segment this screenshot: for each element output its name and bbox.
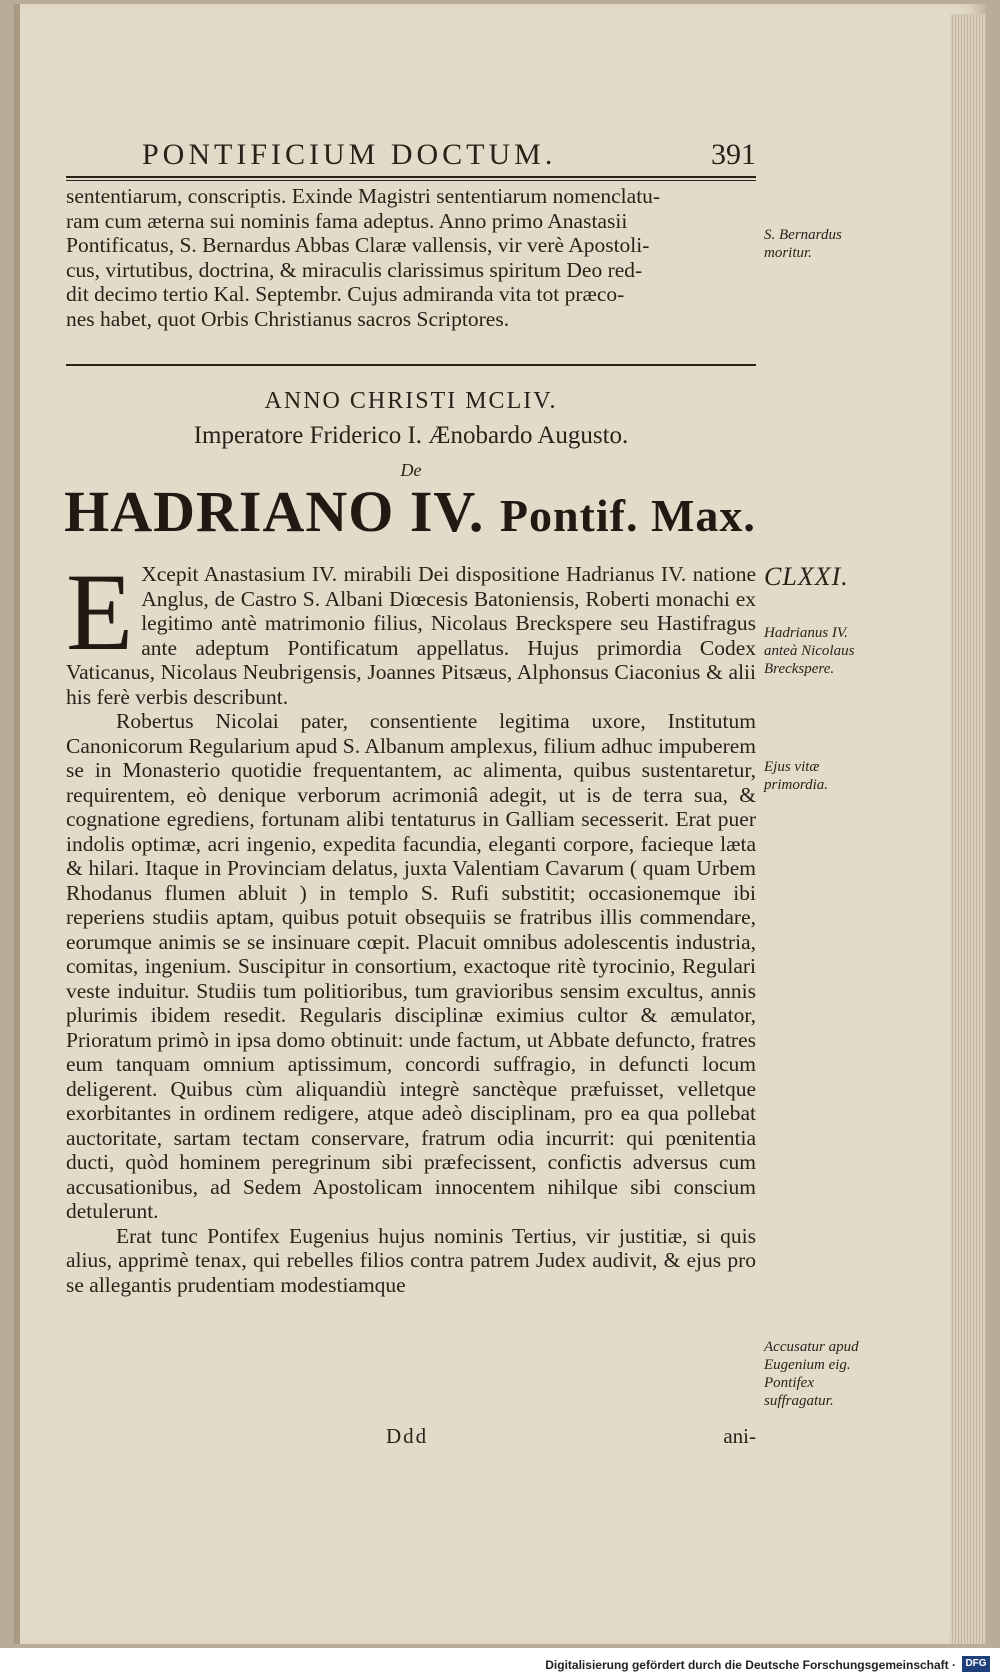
margin-note-bernardus: S. Bernardus moritur. xyxy=(764,227,842,261)
text-line: sententiarum, conscriptis. Exinde Magistri sententiarum nomenclatu- xyxy=(66,184,661,208)
margin-note-primordia: Ejus vitæ primordia. xyxy=(764,759,829,793)
dfg-logo: DFG xyxy=(962,1656,990,1672)
paragraph-1: Xcepit Anastasium IV. mirabili Dei dispositione Hadrianus IV. natione Anglus, de Castro S. Albani Diœcesis Batoniensis, Roberti monachi ex legitimo antè matrimonio filius, Nicolaus Breckspere seu Hastifragus ante adeptum Pontificatum appellatus. Hujus primordia Codex Vaticanus, Nicolaus Neubrigensis, Joannes Pitsæus, Alphonsus Ciaconius & alii his ferè verbis describunt. xyxy=(66,562,756,709)
text-line: cus, virtutibus, doctrina, & miraculis clarissimus spiritum Deo red- xyxy=(66,257,643,282)
chapter-title-sub: Pontif. Max. xyxy=(499,490,756,541)
text-line: ram cum æterna sui nominis fama adeptus. Anno primo Anastasii xyxy=(66,208,628,233)
chapter-title-main: HADRIANO IV. xyxy=(64,479,485,544)
chapter-title xyxy=(60,478,760,545)
main-text xyxy=(66,551,756,1297)
drop-cap: E xyxy=(66,551,134,673)
signature-mark: Ddd xyxy=(386,1424,429,1448)
margin-note-hadrianus: Hadrianus IV. anteà Nicolaus Breckspere. xyxy=(764,625,855,677)
section-year-heading: ANNO CHRISTI MCLIV. xyxy=(264,388,558,414)
page-edge xyxy=(950,14,986,1644)
margin-note-number: CLXXI. xyxy=(764,562,849,591)
running-title: PONTIFICIUM DOCTUM. xyxy=(142,138,557,171)
section-divider xyxy=(66,364,756,366)
page-number: 391 xyxy=(711,138,756,171)
page-header xyxy=(66,136,756,180)
header-rule xyxy=(66,176,756,181)
digitization-footer xyxy=(0,1648,1000,1680)
opening-text xyxy=(66,184,756,331)
text-line: nes habet, quot Orbis Christianus sacros Scriptores. xyxy=(66,306,510,331)
catchword: ani- xyxy=(723,1424,756,1448)
section-emperor-heading: Imperatore Friderico I. Ænobardo Augusto. xyxy=(193,422,629,449)
text-line: dit decimo tertio Kal. Septembr. Cujus admiranda vita tot præco- xyxy=(66,282,625,306)
paragraph-3: Erat tunc Pontifex Eugenius hujus nominis Tertius, vir justitiæ, si quis alius, apprimè tenax, qui rebelles filios contra patrem Judex audivit, & ejus pro se allegantis prudentiam modestiamque xyxy=(66,1223,756,1297)
page-footer-row xyxy=(66,1424,756,1450)
text-line: Pontificatus, S. Bernardus Abbas Claræ vallensis, vir verè Apostoli- xyxy=(66,233,650,257)
digitization-credit: Digitalisierung gefördert durch die Deutsche Forschungsgemeinschaft · xyxy=(545,1658,956,1672)
margin-note-accusatur: Accusatur apud Eugenium eig. Pontifex suffragatur. xyxy=(764,1339,859,1409)
paragraph-2: Robertus Nicolai pater, consentiente legitima uxore, Institutum Canonicorum Regularium apud S. Albanum amplexus, filium adhuc impuberem se in Monasterio quotidie frequentantem, ac alimenta, quibus sustentaretur, requirentem, eò denique verborum acrimoniâ adegit, ut is de terra sua, & cognatione egrediens, fortunam alibi tentaturus in Galliam secesserit. Erat puer indolis optimæ, acri ingenio, expedita facundia, eleganti corpore, facieque læta & hilari. Itaque in Provinciam delatus, juxta Valentiam Cavarum ( quam Urbem Rhodanus flumen abluit ) in templo S. Rufi substitit; occasionemque ibi reperiens studiis aptam, quibus potuit obsequiis se fratribus illis commendare, eorumque animis se se insinuare cœpit. Placuit omnibus adolescentis industria, comitas, ingenium. Suscipitur in consortium, exactoque ritè tyrocinio, Regulari veste induitur. Studiis tum politioribus, tum gravioribus sensim excultus, annis plurimis ibidem resedit. Regularis disciplinæ eximius cultor & æmulator, Prioratum primò in ipsa domo obtinuit: unde factum, ut Abbate defuncto, fratres eum tanquam omnium aptissimum, concordi suffragio, in defuncti locum deligerent. Quibus cùm aliquandiù integrè sanctèque præfuisset, velletque exorbitantes in ordinem redigere, atque adeò disciplinam, pro ea qua pollebat auctoritate, sartam tectam conservare, fratrum odia incurrit: qui pœnitentia ducti, quòd hominem peregrinum sibi præfecissent, confictis adversus cum accusationibus, ad Sedem Apostolicam innocentem nihilque sibi conscium detulerunt. xyxy=(66,709,756,1223)
section-de: De xyxy=(400,460,422,480)
